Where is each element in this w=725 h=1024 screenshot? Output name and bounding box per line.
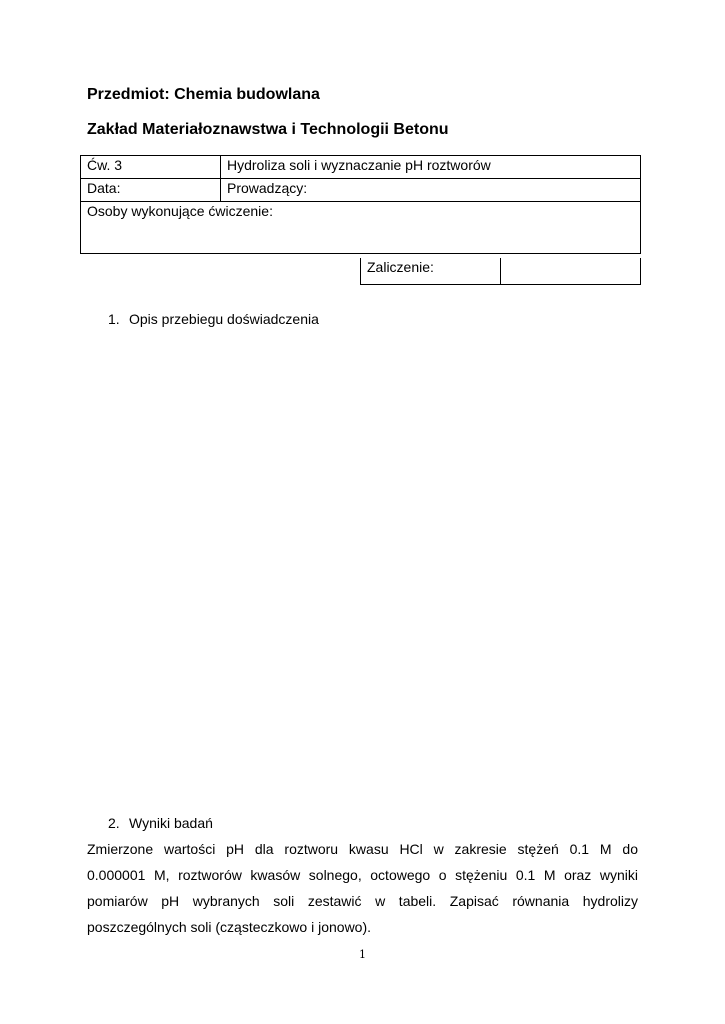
- paragraph-line: Zmierzone wartości pH dla roztworu kwasu HCl w zakresie stężeń 0.1 M do: [87, 841, 638, 857]
- section-number: 1.: [108, 311, 120, 327]
- date-row: [81, 179, 641, 202]
- paragraph-line: pomiarów pH wybranych soli zestawić w tabeli. Zapisać równania hydrolizy: [87, 893, 638, 909]
- section-title: Wyniki badań: [129, 815, 213, 831]
- grade-label: Zaliczenie:: [361, 258, 501, 284]
- participants-row: [81, 202, 641, 254]
- exercise-label: Ćw. 3: [81, 156, 221, 179]
- section-heading-2: [108, 815, 213, 831]
- section-number: 2.: [108, 815, 120, 831]
- results-paragraph: [87, 836, 638, 940]
- instructor-label: Prowadzący:: [221, 179, 641, 202]
- grade-row: [361, 258, 641, 284]
- exercise-title: Hydroliza soli i wyznaczanie pH roztworów: [221, 156, 641, 179]
- subject-title: Przedmiot: Chemia budowlana: [87, 86, 320, 103]
- exercise-info-table: [80, 155, 641, 254]
- grade-table: [360, 258, 641, 285]
- exercise-row: [81, 156, 641, 179]
- date-label: Data:: [81, 179, 221, 202]
- grade-value: [501, 258, 641, 284]
- section-title: Opis przebiegu doświadczenia: [129, 311, 319, 327]
- paragraph-line: 0.000001 M, roztworów kwasów solnego, octowego o stężeniu 0.1 M oraz wyniki: [87, 867, 638, 883]
- paragraph-line: poszczególnych soli (cząsteczkowo i jonowo).: [87, 919, 372, 935]
- participants-label: Osoby wykonujące ćwiczenie:: [81, 202, 641, 254]
- section-heading-1: [108, 311, 319, 327]
- department-title: Zakład Materiałoznawstwa i Technologii Betonu: [87, 121, 449, 138]
- page-number: 1: [359, 948, 366, 961]
